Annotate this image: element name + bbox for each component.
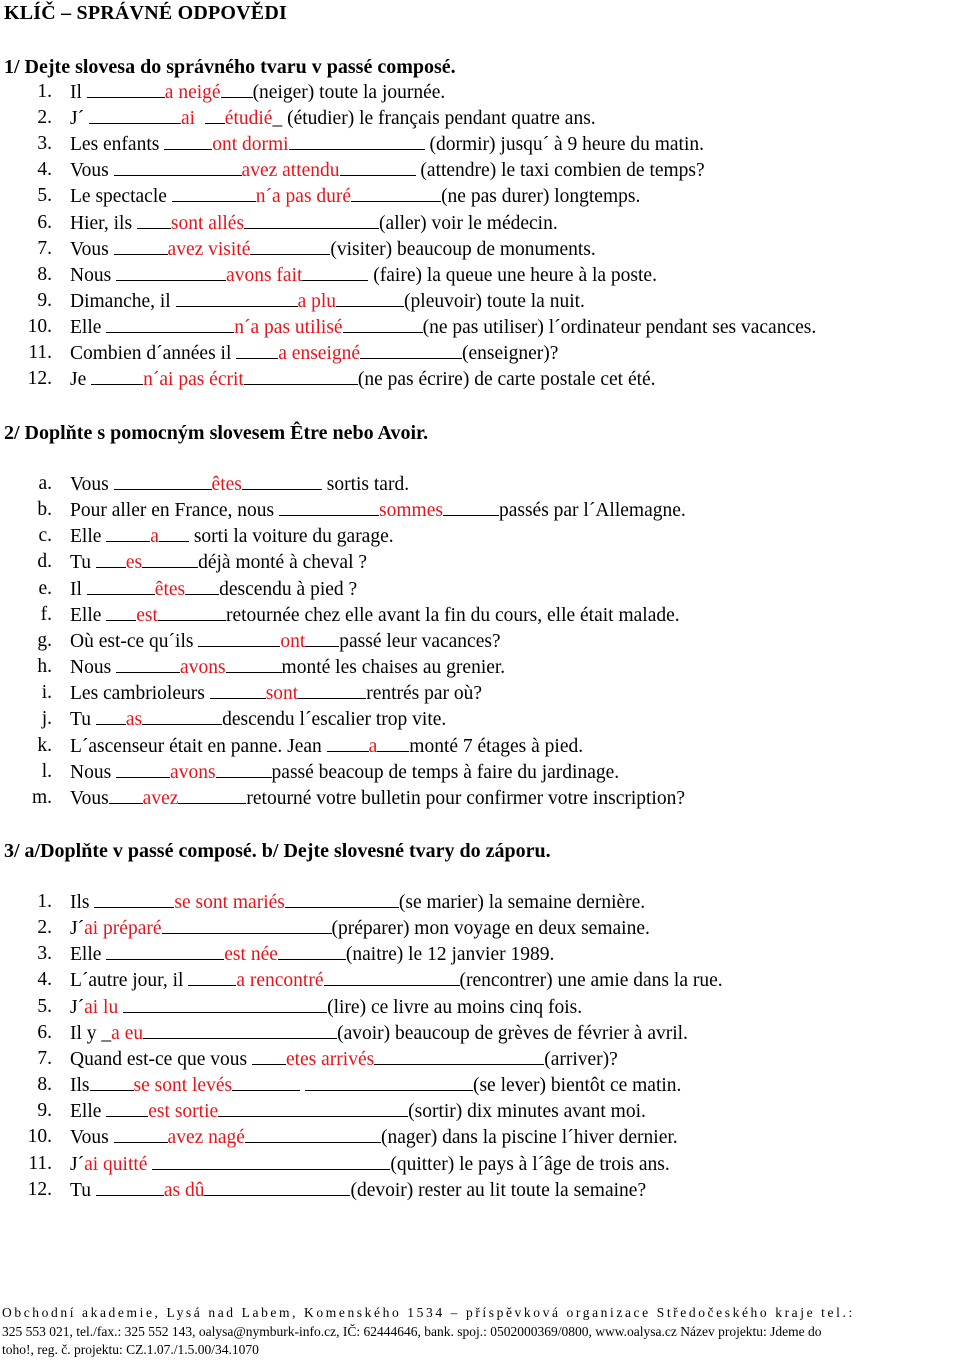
sentence-text: (préparer) mon voyage en deux semaine.	[331, 918, 650, 940]
item-number: b.	[37, 499, 52, 521]
answer-blank-line	[106, 524, 150, 542]
answer-blank-line	[106, 1099, 148, 1117]
correct-answer: êtes	[211, 474, 242, 495]
item-number: 12.	[27, 368, 52, 390]
answer-blank-line	[89, 106, 181, 124]
answer-blank-line	[142, 550, 198, 568]
item-sentence	[70, 550, 367, 575]
answer-blank-line	[188, 968, 236, 986]
item-number: 10.	[27, 315, 52, 337]
correct-answer: a rencontré	[236, 970, 324, 992]
sentence-text	[195, 108, 205, 129]
answer-blank-line	[123, 995, 327, 1013]
answer-blank-line	[172, 184, 256, 202]
item-number: c.	[38, 525, 52, 547]
correct-answer: sommes	[379, 500, 443, 522]
answer-blank-line	[374, 1047, 544, 1065]
correct-answer: a plu	[297, 290, 337, 312]
correct-answer: avons	[180, 657, 226, 679]
item-sentence	[70, 1152, 670, 1177]
correct-answer: êtes	[154, 578, 186, 600]
sentence-text: J´	[70, 918, 85, 940]
correct-answer: es	[125, 552, 143, 574]
section-1-heading: 1/ Dejte slovesa do správného tvaru v passé composé.	[4, 56, 456, 78]
answer-blank-line	[143, 1021, 337, 1039]
answer-blank-line	[114, 237, 168, 255]
sentence-text: passés par l´Allemagne.	[498, 500, 686, 522]
item-number: k.	[37, 734, 52, 756]
correct-answer: ai préparé	[84, 918, 162, 940]
answer-blank-line	[91, 367, 143, 385]
item-number: h.	[37, 656, 52, 678]
sentence-text: (se marier) la semaine dernière.	[398, 892, 646, 913]
answer-blank-line	[96, 550, 126, 568]
item-sentence	[70, 315, 816, 340]
answer-blank-line	[377, 734, 409, 752]
correct-answer: sont allés	[170, 212, 245, 234]
answer-blank-line	[351, 184, 441, 202]
correct-answer: a	[150, 526, 159, 548]
sentence-text: J´	[70, 996, 85, 1018]
page-title: KLÍČ – SPRÁVNÉ ODPOVĚDI	[4, 2, 287, 24]
answer-blank-line	[159, 524, 189, 542]
sentence-text: J´	[70, 1153, 85, 1175]
answer-blank-line	[87, 577, 155, 595]
sentence-text: déjà monté à cheval ?	[198, 552, 368, 574]
sentence-text: L´autre jour, il	[70, 970, 189, 992]
correct-answer: ai lu	[84, 996, 119, 1018]
item-number: 3.	[37, 943, 52, 965]
item-sentence	[70, 681, 482, 706]
answer-blank-line	[152, 1152, 288, 1170]
correct-answer: se sont mariés	[174, 892, 285, 913]
correct-answer: ont	[280, 630, 306, 652]
footer-line-1: Obchodní akademie, Lysá nad Labem, Komenského 1534 – příspěvková organizace Středočeského kraje tel.:	[2, 1305, 855, 1320]
item-sentence	[70, 184, 640, 209]
sentence-text: Dimanche, il	[70, 290, 176, 312]
item-sentence	[70, 498, 686, 523]
sentence-text: descendu à pied ?	[219, 578, 358, 600]
sentence-text: Nous	[70, 264, 117, 286]
sentence-text: passé beacoup de temps à faire du jardinage.	[271, 761, 620, 783]
answer-blank-line	[114, 1125, 168, 1143]
correct-answer: n´ai pas écrit	[143, 369, 244, 391]
sentence-text: Tu	[70, 709, 96, 731]
answer-blank-line	[289, 132, 425, 150]
answer-blank-line	[340, 158, 416, 176]
sentence-text: Ils	[70, 1075, 90, 1097]
item-number: 9.	[37, 289, 52, 311]
item-sentence	[70, 655, 505, 680]
sentence-text: (ne pas utiliser) l´ordinateur pendant ses vacances.	[422, 316, 817, 338]
sentence-text: Vous	[70, 160, 114, 182]
answer-blank-line	[106, 942, 224, 960]
correct-answer: est sortie	[148, 1101, 219, 1123]
sentence-text: Elle	[70, 526, 107, 548]
item-number: 8.	[37, 263, 52, 285]
correct-answer: as dû	[163, 1179, 205, 1201]
sentence-text: (enseigner)?	[462, 343, 559, 364]
item-sentence	[70, 890, 645, 915]
item-sentence	[70, 1125, 678, 1150]
sentence-text: Quand est-ce que vous	[70, 1048, 252, 1070]
item-sentence	[70, 942, 554, 967]
answer-blank-line	[302, 263, 368, 281]
answer-blank-line	[443, 498, 499, 516]
item-number: 3.	[37, 133, 52, 155]
sentence-text: Vous	[70, 238, 114, 260]
sentence-text: monté les chaises au grenier.	[281, 657, 506, 679]
answer-blank-line	[236, 341, 278, 359]
answer-blank-line	[158, 603, 226, 621]
sentence-text: Elle	[70, 604, 107, 626]
correct-answer: ai	[180, 108, 196, 130]
item-number: 2.	[37, 917, 52, 939]
sentence-text: Où est-ce qu´ils	[70, 630, 199, 652]
item-number: 6.	[37, 211, 52, 233]
sentence-text: Elle	[70, 944, 107, 966]
answer-blank-line	[198, 629, 280, 647]
item-sentence	[70, 211, 558, 236]
sentence-text: J´	[70, 108, 89, 130]
answer-blank-line	[250, 237, 330, 255]
answer-blank-line	[164, 132, 212, 150]
answer-blank-line	[327, 734, 369, 752]
answer-blank-line	[109, 786, 143, 804]
item-sentence	[70, 132, 704, 157]
item-sentence	[70, 1021, 688, 1046]
item-number: 1.	[37, 81, 52, 102]
item-number: a.	[38, 473, 52, 494]
footer-line-3: toho!, reg. č. projektu: CZ.1.07./1.5.00/34.1070	[2, 1342, 259, 1357]
answer-blank-line	[285, 890, 365, 908]
sentence-text: (se lever) bientôt ce matin.	[472, 1075, 682, 1097]
item-sentence	[70, 577, 357, 602]
answer-blank-line	[221, 80, 253, 98]
correct-answer: avez visité	[167, 238, 251, 260]
section-2-heading: 2/ Doplňte s pomocným slovesem Être nebo Avoir.	[4, 422, 429, 444]
sentence-text: sortis tard.	[321, 474, 410, 495]
item-number: 4.	[37, 159, 52, 181]
answer-blank-line	[114, 158, 242, 176]
item-sentence	[70, 916, 650, 941]
item-number: 7.	[37, 1047, 52, 1069]
answer-blank-line	[162, 916, 332, 934]
sentence-text: (rencontrer) une amie dans la rue.	[459, 970, 723, 992]
answer-blank-line	[244, 367, 358, 385]
item-number: 2.	[37, 107, 52, 129]
sentence-text: Pour aller en France, nous	[70, 500, 280, 522]
correct-answer: étudié	[224, 108, 273, 130]
correct-answer: etes arrivés	[285, 1048, 375, 1070]
sentence-text: (visiter) beaucoup de monuments.	[330, 238, 596, 260]
answer-blank-line	[232, 1073, 300, 1091]
answer-blank-line	[279, 498, 379, 516]
sentence-text: (ne pas durer) longtemps.	[441, 186, 641, 208]
correct-answer: n´a pas utilisé	[234, 316, 343, 338]
item-sentence	[70, 707, 446, 732]
sentence-text: Tu	[70, 552, 96, 574]
correct-answer: a	[368, 735, 378, 757]
answer-blank-line	[324, 968, 460, 986]
sentence-text: passé leur vacances?	[339, 630, 501, 652]
sentence-text: Le spectacle	[70, 186, 172, 208]
item-number: 5.	[37, 185, 52, 207]
answer-blank-line	[360, 341, 462, 359]
sentence-text: (neiger) toute la journée.	[252, 82, 446, 103]
answer-blank-line	[116, 655, 180, 673]
item-number: e.	[38, 577, 52, 599]
answer-blank-line	[365, 890, 399, 908]
sentence-text: Hier, ils	[70, 212, 137, 234]
item-sentence	[70, 237, 596, 262]
sentence-text: Tu	[70, 1179, 96, 1201]
sentence-text: _ (étudier) le français pendant quatre ans.	[272, 108, 596, 130]
answer-blank-line	[242, 472, 322, 490]
answer-blank-line	[87, 80, 165, 98]
answer-blank-line	[205, 106, 225, 124]
answer-blank-line	[96, 1178, 164, 1196]
sentence-text: Les cambrioleurs	[70, 683, 210, 705]
item-sentence	[70, 524, 394, 549]
item-number: 11.	[28, 1152, 52, 1174]
answer-blank-line	[176, 289, 298, 307]
answer-blank-line	[245, 1125, 381, 1143]
sentence-text: (arriver)?	[544, 1048, 618, 1070]
correct-answer: a eu	[111, 1022, 144, 1044]
sentence-text: L´ascenseur était en panne. Jean	[70, 735, 327, 757]
sentence-text: Vous	[70, 474, 114, 495]
answer-blank-line	[204, 1178, 350, 1196]
item-sentence	[70, 1047, 618, 1072]
item-sentence	[70, 786, 685, 811]
item-sentence	[70, 995, 582, 1020]
answer-blank-line	[116, 760, 170, 778]
sentence-text: sorti la voiture du garage.	[188, 526, 394, 548]
item-sentence	[70, 1073, 681, 1098]
item-number: i.	[41, 682, 52, 704]
correct-answer: avons fait	[226, 264, 303, 286]
item-number: m.	[31, 786, 52, 808]
sentence-text: Je	[70, 369, 92, 391]
answer-blank-line	[305, 1073, 473, 1091]
sentence-text: (sortir) dix minutes avant moi.	[408, 1101, 646, 1123]
item-number: 5.	[37, 995, 52, 1017]
correct-answer: ont dormi	[212, 134, 289, 156]
item-sentence	[70, 263, 657, 288]
answer-blank-line	[226, 655, 282, 673]
item-sentence	[70, 629, 501, 654]
item-sentence	[70, 472, 409, 497]
sentence-text: (nager) dans la piscine l´hiver dernier.	[380, 1127, 678, 1149]
sentence-text: (pleuvoir) toute la nuit.	[404, 290, 585, 312]
item-sentence	[70, 760, 619, 785]
answer-blank-line	[218, 1099, 408, 1117]
answer-blank-line	[106, 315, 234, 333]
answer-blank-line	[114, 472, 212, 490]
sentence-text: Les enfants	[70, 134, 165, 156]
item-sentence	[70, 341, 558, 366]
answer-blank-line	[252, 1047, 286, 1065]
item-sentence	[70, 158, 705, 183]
answer-blank-line	[137, 211, 171, 229]
item-number: l.	[41, 760, 52, 782]
item-number: 10.	[27, 1126, 52, 1148]
sentence-text: retournée chez elle avant la fin du cours, elle était malade.	[225, 604, 680, 626]
item-number: 11.	[28, 342, 52, 363]
item-sentence	[70, 968, 723, 993]
correct-answer: se sont levés	[133, 1075, 233, 1097]
item-sentence	[70, 289, 585, 314]
item-number: 6.	[37, 1021, 52, 1043]
correct-answer: as	[125, 709, 143, 731]
answer-blank-line	[336, 289, 404, 307]
answer-blank-line	[178, 786, 246, 804]
sentence-text: (devoir) rester au lit toute la semaine?	[350, 1179, 647, 1201]
item-sentence	[70, 80, 445, 105]
sentence-text: (faire) la queue une heure à la poste.	[368, 264, 657, 286]
sentence-text: _	[101, 1022, 112, 1044]
item-sentence	[70, 106, 596, 131]
item-sentence	[70, 734, 583, 759]
item-number: 8.	[37, 1074, 52, 1096]
correct-answer: a neigé	[164, 82, 221, 103]
answer-blank-line	[244, 211, 379, 229]
sentence-text: Nous	[70, 657, 117, 679]
sentence-text: (attendre) le taxi combien de temps?	[415, 160, 705, 182]
sentence-text: descendu l´escalier trop vite.	[222, 709, 447, 731]
item-sentence	[70, 1099, 646, 1124]
answer-blank-line	[90, 1073, 134, 1091]
sentence-text: Il	[70, 578, 87, 600]
correct-answer: sont	[265, 683, 299, 705]
answer-blank-line	[106, 603, 136, 621]
answer-blank-line	[94, 890, 174, 908]
answer-blank-line	[305, 629, 339, 647]
sentence-text: (naitre) le 12 janvier 1989.	[345, 944, 555, 966]
correct-answer: n´a pas duré	[255, 186, 352, 208]
sentence-text: (lire) ce livre au moins cinq fois.	[327, 996, 583, 1018]
sentence-text: Vous	[70, 787, 109, 809]
correct-answer: avez nagé	[167, 1127, 245, 1149]
answer-blank-line	[298, 681, 366, 699]
sentence-text: monté 7 étages à pied.	[409, 735, 584, 757]
item-number: 1.	[37, 891, 52, 912]
item-number: 12.	[27, 1178, 52, 1200]
item-sentence	[70, 367, 656, 392]
footer-line-2: 325 553 021, tel./fax.: 325 552 143, oalysa@nymburk-info.cz, IČ: 62444646, bank. spoj.: 0502000369/0800, www.oalysa.cz Název projektu: Jdeme do	[2, 1324, 822, 1339]
item-sentence	[70, 603, 680, 628]
correct-answer: avez	[142, 787, 179, 809]
sentence-text: (avoir) beaucoup de grèves de février à avril.	[337, 1022, 688, 1044]
answer-blank-line	[116, 263, 226, 281]
answer-blank-line	[210, 681, 266, 699]
answer-blank-line	[343, 315, 423, 333]
sentence-text: (ne pas écrire) de carte postale cet été.	[357, 369, 656, 391]
item-number: g.	[37, 629, 52, 651]
sentence-text: Ils	[70, 892, 95, 913]
correct-answer: avons	[170, 761, 216, 783]
correct-answer: est née	[224, 944, 278, 966]
item-number: d.	[37, 551, 52, 573]
correct-answer: est	[136, 604, 158, 626]
answer-blank-line	[288, 1152, 390, 1170]
sentence-text: Elle	[70, 1101, 107, 1123]
answer-blank-line	[96, 707, 126, 725]
answer-blank-line	[142, 707, 222, 725]
sentence-text: Il y	[70, 1022, 102, 1044]
sentence-text: (dormir) jusqu´ à 9 heure du matin.	[424, 134, 705, 156]
item-sentence	[70, 1178, 646, 1203]
sentence-text: (aller) voir le médecin.	[379, 212, 558, 234]
item-number: 4.	[37, 969, 52, 991]
sentence-text: Combien d´années il	[70, 343, 237, 364]
sentence-text: Vous	[70, 1127, 114, 1149]
answer-blank-line	[278, 942, 346, 960]
item-number: 7.	[37, 237, 52, 259]
sentence-text: Elle	[70, 316, 107, 338]
item-number: j.	[41, 708, 52, 730]
correct-answer: avez attendu	[241, 160, 340, 182]
section-3-heading: 3/ a/Doplňte v passé composé. b/ Dejte slovesné tvary do záporu.	[4, 840, 551, 862]
answer-blank-line	[185, 577, 219, 595]
item-number: 9.	[37, 1100, 52, 1122]
sentence-text: (quitter) le pays à l´âge de trois ans.	[390, 1153, 670, 1175]
answer-blank-line	[216, 760, 272, 778]
sentence-text: retourné votre bulletin pour confirmer votre inscription?	[246, 787, 685, 809]
correct-answer: ai quitté	[84, 1153, 148, 1175]
sentence-text: Nous	[70, 761, 117, 783]
sentence-text: rentrés par où?	[366, 683, 483, 705]
sentence-text: Il	[70, 82, 87, 103]
item-number: f.	[40, 603, 52, 625]
correct-answer: a enseigné	[278, 343, 361, 364]
